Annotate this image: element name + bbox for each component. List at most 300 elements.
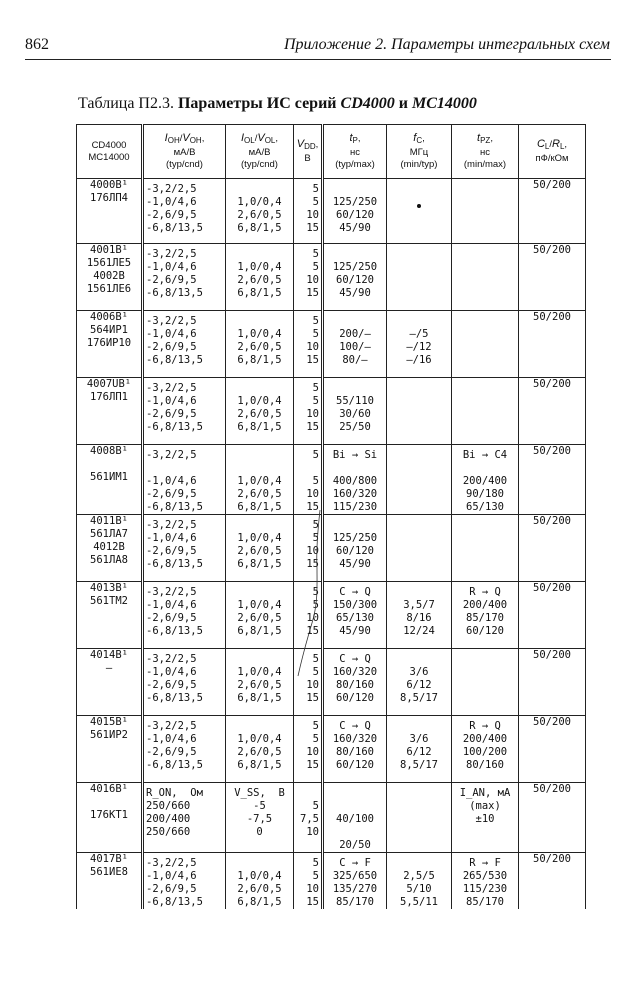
cell-line: 10: [306, 209, 319, 221]
cell-line: -3,2/2,5: [146, 315, 197, 327]
cell-line: 100/200: [462, 746, 508, 758]
cell-value: 50/200: [533, 582, 571, 594]
cell-line: -2,6/9,5: [146, 341, 197, 353]
cell-line: 8/16: [406, 612, 432, 624]
cell-cl: [519, 179, 586, 244]
cell-fc: [387, 179, 452, 244]
cell-line: 80/–: [342, 354, 368, 366]
page-number: 862: [25, 36, 49, 53]
cell-line: 5: [312, 532, 319, 544]
cell-line: -6,8/13,5: [146, 222, 203, 234]
cell-cl: [519, 311, 586, 378]
cell-line: 15: [306, 896, 319, 908]
column-header: [77, 125, 143, 179]
cell-line: -2,6/9,5: [146, 408, 197, 420]
cell-line: C → Q: [339, 586, 371, 598]
cell-line: 3/6: [409, 666, 429, 678]
cell-line: 10: [306, 274, 319, 286]
cell-line: –/12: [406, 341, 432, 353]
cell-line: -6,8/13,5: [146, 354, 203, 366]
cell-line: 5: [312, 733, 319, 745]
cell-line: -6,8/13,5: [146, 558, 203, 570]
cell-tp: [323, 582, 387, 649]
cell-line: 5: [312, 666, 319, 678]
cell-line: 4007UB¹: [86, 378, 132, 390]
cell-line: 10: [306, 883, 319, 895]
cell-line: 6,8/1,5: [237, 287, 282, 299]
cell-line: -2,6/9,5: [146, 612, 197, 624]
column-header: [226, 125, 294, 179]
cell-line: 115/230: [462, 883, 508, 895]
cell-line: 10: [306, 679, 319, 691]
cell-line: 4013B¹: [90, 582, 128, 594]
column-header-line: нс: [480, 147, 490, 158]
cell-line: [228, 315, 291, 328]
cell-line: [389, 720, 449, 733]
cell-line: 1,0/0,4: [237, 870, 282, 882]
cell-line: 10: [306, 408, 319, 420]
cell-fc: [387, 716, 452, 783]
cell-line: 15: [306, 421, 319, 433]
cell-line: [454, 462, 516, 475]
cell-value: 50/200: [533, 649, 571, 661]
cell-line: [389, 315, 449, 328]
table-row: [77, 445, 586, 515]
cell-line: -3,2/2,5: [146, 519, 197, 531]
cell-fc: [387, 649, 452, 716]
cell-line: 4014B¹: [90, 649, 128, 661]
cell-line: 5: [312, 586, 319, 598]
caption-series-1: CD4000: [340, 95, 395, 112]
cell-value: 50/200: [533, 244, 571, 256]
cell-line: 2,6/0,5: [237, 209, 282, 221]
cell-line: 45/90: [339, 558, 371, 570]
cell-line: [296, 787, 319, 800]
cell-line: 5: [312, 857, 319, 869]
column-header-line: $V_{DD}$,: [296, 138, 319, 151]
cell-fc: [387, 853, 452, 910]
cell-line: 10: [306, 488, 319, 500]
cell-line: 5: [312, 720, 319, 732]
running-title: Приложение 2. Параметры интегральных схем: [283, 36, 610, 53]
cell-ioh: [143, 649, 226, 716]
cell-line: 80/160: [336, 679, 374, 691]
cell-line: –/5: [409, 328, 429, 340]
cell-line: 6,8/1,5: [237, 558, 282, 570]
column-header-line: (min/typ): [400, 159, 438, 170]
cell-ioh: [143, 179, 226, 244]
cell-line: 10: [306, 612, 319, 624]
cell-line: 1,0/0,4: [237, 328, 282, 340]
cell-fc: [387, 445, 452, 515]
cell-ioh: [143, 783, 226, 853]
cell-line: 15: [306, 501, 319, 513]
cell-line: [228, 462, 291, 475]
cell-line: [389, 857, 449, 870]
cell-line: [228, 857, 291, 870]
cell-line: -6,8/13,5: [146, 287, 203, 299]
cell-line: 561ЛА8: [90, 554, 128, 566]
cell-line: 15: [306, 354, 319, 366]
cell-line: 4016B¹: [90, 783, 128, 795]
column-header: [323, 125, 387, 179]
cell-line: 45/90: [339, 287, 371, 299]
cell-iol: [226, 716, 294, 783]
cell-iol: [226, 853, 294, 910]
cell-line: 6,8/1,5: [237, 896, 282, 908]
cell-line: 8,5/17: [400, 692, 438, 704]
cell-tp: [323, 853, 387, 910]
cell-cl: [519, 244, 586, 311]
cell-cl: [519, 783, 586, 853]
cell-line: 6,8/1,5: [237, 222, 282, 234]
cell-line: 325/650: [332, 870, 378, 882]
cell-line: 4006B¹: [90, 311, 128, 323]
cell-iol: [226, 445, 294, 515]
ink-dot: [417, 204, 421, 208]
cell-line: 80/160: [466, 759, 504, 771]
cell-line: 2,6/0,5: [237, 408, 282, 420]
cell-line: 30/60: [339, 408, 371, 420]
cell-tp: [323, 445, 387, 515]
cell-line: I_AN, мА: [459, 787, 511, 799]
cell-line: C → F: [339, 857, 371, 869]
cell-line: -3,2/2,5: [146, 857, 197, 869]
cell-vdd: [294, 783, 323, 853]
cell-line: 4008B¹: [90, 445, 128, 457]
cell-line: 85/170: [336, 896, 374, 908]
cell-line: 1,0/0,4: [237, 666, 282, 678]
caption-title: Параметры ИС серий: [177, 95, 341, 112]
column-header: [294, 125, 323, 179]
cell-vdd: [294, 311, 323, 378]
cell-line: 15: [306, 558, 319, 570]
cell-value: 50/200: [533, 783, 571, 795]
cell-line: 15: [306, 692, 319, 704]
cell-line: 6,8/1,5: [237, 759, 282, 771]
cell-line: -2,6/9,5: [146, 488, 197, 500]
cell-line: 20/50: [339, 839, 371, 851]
cell-ioh: [143, 311, 226, 378]
cell-series: [77, 244, 143, 311]
column-header: [519, 125, 586, 179]
cell-line: 200/–: [339, 328, 371, 340]
cell-value: 50/200: [533, 378, 571, 390]
cell-line: [228, 720, 291, 733]
cell-line: 1561ЛЕ6: [86, 283, 132, 295]
caption-and: и: [394, 95, 412, 112]
cell-line: [79, 458, 139, 471]
cell-line: 200/400: [462, 599, 508, 611]
column-header-line: $t_P$,: [349, 132, 361, 145]
cell-line: 80/160: [336, 746, 374, 758]
cell-line: 1,0/0,4: [237, 261, 282, 273]
cell-iol: [226, 783, 294, 853]
cell-line: 125/250: [332, 532, 378, 544]
cell-line: 1,0/0,4: [237, 599, 282, 611]
cell-line: [146, 462, 223, 475]
cell-line: 4017B¹: [90, 853, 128, 865]
cell-tpz: [452, 582, 519, 649]
column-header-line: мА/В: [173, 147, 196, 158]
cell-line: –: [105, 662, 113, 674]
cell-line: 0: [256, 826, 263, 838]
cell-line: -3,2/2,5: [146, 449, 197, 461]
cell-series: [77, 378, 143, 445]
cell-line: [228, 183, 291, 196]
cell-line: 5: [312, 519, 319, 531]
cell-line: 5: [312, 248, 319, 260]
cell-line: -1,0/4,6: [146, 599, 197, 611]
cell-line: 160/320: [332, 488, 378, 500]
cell-line: 160/320: [332, 733, 378, 745]
cell-line: -6,8/13,5: [146, 759, 203, 771]
cell-series: [77, 853, 143, 910]
cell-tp: [323, 716, 387, 783]
cell-iol: [226, 515, 294, 582]
cell-line: 85/170: [466, 612, 504, 624]
cell-line: [326, 183, 384, 196]
cell-iol: [226, 311, 294, 378]
cell-line: -1,0/4,6: [146, 666, 197, 678]
cell-line: 200/400: [146, 813, 191, 825]
cell-series: [77, 582, 143, 649]
cell-line: C → Q: [339, 653, 371, 665]
table-row: [77, 716, 586, 783]
cell-line: 5: [312, 382, 319, 394]
cell-line: [228, 586, 291, 599]
cell-value: 50/200: [533, 311, 571, 323]
column-header-line: В: [304, 153, 311, 164]
cell-vdd: [294, 244, 323, 311]
cell-line: -1,0/4,6: [146, 395, 197, 407]
cell-fc: [387, 783, 452, 853]
cell-line: [228, 519, 291, 532]
cell-line: -3,2/2,5: [146, 653, 197, 665]
cell-line: 60/120: [336, 692, 374, 704]
cell-line: 5: [312, 261, 319, 273]
cell-fc: [387, 244, 452, 311]
cell-cl: [519, 378, 586, 445]
cell-line: 1561ЛЕ5: [86, 257, 132, 269]
cell-series: [77, 716, 143, 783]
cell-line: 125/250: [332, 261, 378, 273]
cell-line: -1,0/4,6: [146, 261, 197, 273]
cell-line: 2,6/0,5: [237, 545, 282, 557]
cell-line: 100/–: [339, 341, 371, 353]
cell-line: 85/170: [466, 896, 504, 908]
cell-value: 50/200: [533, 853, 571, 865]
cell-line: -1,0/4,6: [146, 328, 197, 340]
cell-cl: [519, 853, 586, 910]
cell-line: [79, 796, 139, 809]
cell-line: 561ИР2: [90, 729, 128, 741]
table-row: [77, 582, 586, 649]
cell-line: 7,5: [300, 813, 319, 825]
cell-value: 50/200: [533, 179, 571, 191]
cell-line: -3,2/2,5: [146, 720, 197, 732]
cell-vdd: [294, 515, 323, 582]
cell-iol: [226, 582, 294, 649]
cell-value: 50/200: [533, 716, 571, 728]
cell-tp: [323, 649, 387, 716]
cell-series: [77, 445, 143, 515]
cell-line: 115/230: [332, 501, 378, 513]
cell-line: 6,8/1,5: [237, 501, 282, 513]
table-body: [77, 179, 586, 910]
cell-iol: [226, 649, 294, 716]
cell-line: 561ИМ1: [90, 471, 128, 483]
cell-line: 2,6/0,5: [237, 612, 282, 624]
cell-line: 15: [306, 222, 319, 234]
cell-line: 10: [306, 746, 319, 758]
cell-line: 5: [312, 475, 319, 487]
cell-line: Bi → C4: [462, 449, 508, 461]
cell-cl: [519, 515, 586, 582]
header-rule: [25, 59, 611, 60]
cell-fc: [387, 582, 452, 649]
table-row: [77, 311, 586, 378]
cell-line: 4001B¹: [90, 244, 128, 256]
cell-line: 160/320: [332, 666, 378, 678]
table-row: [77, 244, 586, 311]
cell-fc: [387, 515, 452, 582]
cell-ioh: [143, 716, 226, 783]
cell-line: [389, 653, 449, 666]
cell-line: -3,2/2,5: [146, 183, 197, 195]
cell-tpz: [452, 244, 519, 311]
cell-iol: [226, 244, 294, 311]
cell-ioh: [143, 582, 226, 649]
cell-line: R → Q: [469, 720, 501, 732]
cell-line: 3,5/7: [403, 599, 435, 611]
cell-line: 561ТМ2: [90, 595, 128, 607]
cell-tpz: [452, 179, 519, 244]
cell-line: R → F: [469, 857, 501, 869]
table-row: [77, 853, 586, 910]
cell-line: -6,8/13,5: [146, 896, 203, 908]
cell-tpz: [452, 783, 519, 853]
cell-line: [326, 787, 384, 800]
cell-line: 5,5/11: [400, 896, 438, 908]
cell-series: [77, 783, 143, 853]
column-header-line: $C_L/R_L$,: [536, 138, 568, 151]
cell-line: 1,0/0,4: [237, 532, 282, 544]
cell-line: -5: [253, 800, 266, 812]
cell-line: -6,8/13,5: [146, 421, 203, 433]
column-header-line: $t_{PZ}$,: [477, 132, 493, 145]
cell-line: 6,8/1,5: [237, 354, 282, 366]
cell-vdd: [294, 853, 323, 910]
cell-line: 150/300: [332, 599, 378, 611]
column-header: [143, 125, 226, 179]
cell-line: R_ON, Ом: [146, 787, 203, 799]
table-row: [77, 515, 586, 582]
cell-line: 60/120: [466, 625, 504, 637]
cell-line: 5: [312, 599, 319, 611]
cell-vdd: [294, 716, 323, 783]
cell-line: 2,5/5: [403, 870, 435, 882]
cell-line: -3,2/2,5: [146, 586, 197, 598]
cell-cl: [519, 716, 586, 783]
cell-line: 10: [306, 545, 319, 557]
cell-line: 15: [306, 625, 319, 637]
cell-line: 1,0/0,4: [237, 475, 282, 487]
cell-line: 40/100: [336, 813, 374, 825]
cell-line: [326, 248, 384, 261]
cell-line: -3,2/2,5: [146, 248, 197, 260]
cell-line: -2,6/9,5: [146, 274, 197, 286]
cell-line: 125/250: [332, 196, 378, 208]
cell-tpz: [452, 716, 519, 783]
cell-line: 45/90: [339, 625, 371, 637]
cell-ioh: [143, 378, 226, 445]
cell-line: 4000B¹: [90, 179, 128, 191]
cell-line: -1,0/4,6: [146, 870, 197, 882]
cell-tpz: [452, 378, 519, 445]
cell-vdd: [294, 582, 323, 649]
column-header-line: МГц: [409, 147, 429, 158]
cell-line: [326, 519, 384, 532]
cell-line: 5: [312, 183, 319, 195]
cell-line: 6,8/1,5: [237, 625, 282, 637]
cell-line: -7,5: [246, 813, 273, 825]
column-header-line: пФ/кОм: [535, 153, 569, 164]
table-row: [77, 179, 586, 244]
cell-line: [326, 800, 384, 813]
cell-line: 1,0/0,4: [237, 733, 282, 745]
cell-vdd: [294, 378, 323, 445]
cell-line: 3/6: [409, 733, 429, 745]
cell-line: 2,6/0,5: [237, 341, 282, 353]
cell-line: -2,6/9,5: [146, 883, 197, 895]
cell-line: [326, 826, 384, 839]
cell-line: 10: [306, 341, 319, 353]
cell-line: V_SS, В: [234, 787, 285, 799]
cell-line: 12/24: [403, 625, 435, 637]
cell-tp: [323, 179, 387, 244]
cell-ioh: [143, 853, 226, 910]
cell-line: 4015B¹: [90, 716, 128, 728]
cell-series: [77, 311, 143, 378]
cell-line: 5: [312, 395, 319, 407]
cell-line: 5: [312, 315, 319, 327]
column-header-line: (typ/cnd): [241, 159, 278, 170]
cell-line: -1,0/4,6: [146, 475, 197, 487]
header-row: [77, 125, 586, 179]
cell-line: 176ЛП4: [90, 192, 128, 204]
cell-line: 265/530: [462, 870, 508, 882]
cell-tp: [323, 515, 387, 582]
table-row: [77, 649, 586, 716]
cell-line: 4011B¹: [90, 515, 128, 527]
cell-tp: [323, 244, 387, 311]
cell-line: R → Q: [469, 586, 501, 598]
cell-line: -6,8/13,5: [146, 501, 203, 513]
cell-cl: [519, 649, 586, 716]
column-header-line: нс: [350, 147, 360, 158]
cell-line: 15: [306, 759, 319, 771]
cell-line: -3,2/2,5: [146, 382, 197, 394]
cell-vdd: [294, 179, 323, 244]
cell-line: 250/660: [146, 826, 191, 838]
cell-line: 176ИР10: [86, 337, 132, 349]
cell-tpz: [452, 311, 519, 378]
cell-line: -6,8/13,5: [146, 625, 203, 637]
cell-line: 5: [312, 870, 319, 882]
cell-line: 200/400: [462, 475, 508, 487]
cell-line: ±10: [475, 813, 495, 825]
